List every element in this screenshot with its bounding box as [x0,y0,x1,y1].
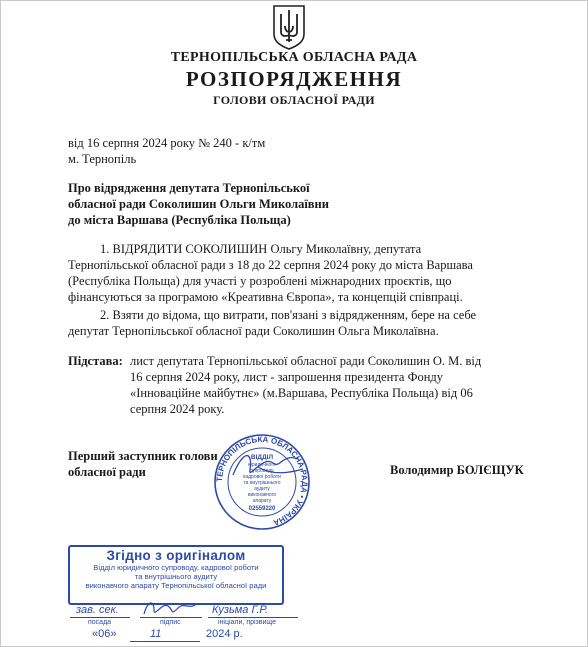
basis-line: 16 серпня 2024 року, лист - запрошення президента Фонду [130,370,444,384]
subject-line: Про відрядження депутата Тернопільської [68,181,310,195]
signatory-position: обласної ради [68,465,146,479]
position-label: посада [88,619,112,626]
paragraph-2-line: 2. Взяти до відома, що витрати, пов'язані з відрядженням, бере на себе [100,308,477,322]
position-line [70,617,130,618]
stamp-center-line: апарату [252,498,272,504]
certification-title: Згідно з оригіналом [106,548,246,563]
surname-handwritten: Кузьма Г.Р. [212,604,269,616]
date-number-line: від 16 серпня 2024 року № 240 - к/тм [68,136,266,150]
subject-line: до міста Варшава (Республіка Польща) [68,213,291,227]
certification-year: 2024 р. [206,628,243,640]
month-line [130,641,200,642]
certification-line: виконавчого апарату Тернопільської обласної ради [85,581,267,590]
paragraph-1-line: Тернопільської обласної ради з 18 до 22 серпня 2024 року до міста Варшава [68,258,473,272]
initials-label: ініціали, прізвище [218,619,276,626]
paragraph-1-line: фінансуються за програмою «Креативна Європа», та концепцій співпраці. [68,290,463,304]
document-subtitle: ГОЛОВИ ОБЛАСНОЇ РАДИ [213,93,375,107]
signature-label: підпис [160,619,181,626]
signatory-position: Перший заступник голови [68,449,218,463]
basis-line: серпня 2024 року. [130,402,225,416]
stamp-center-line: кадрової роботи [243,474,281,480]
stamp-ring-text: ТЕРНОПІЛЬСЬКА ОБЛАСНА РАДА • УКРАЇНА [214,434,310,528]
stamp-code: 02559220 [248,506,276,512]
signature-line [140,617,202,618]
certification-line: та внутрішнього аудиту [134,572,218,581]
paragraph-1-line: 1. ВІДРЯДИТИ СОКОЛИШИН Ольгу Миколаївну, депутата [100,242,422,256]
paragraph-1-line: (Республіка Польща) для участі у розроблені міжнародних проєктів, що [68,274,452,288]
basis-line: лист депутата Тернопільської обласної ради Соколишин О. М. від [130,354,482,368]
council-name: ТЕРНОПІЛЬСЬКА ОБЛАСНА РАДА [170,50,418,65]
subject-line: обласної ради Соколишин Ольги Миколаївни [68,197,329,211]
certification-month: 11 [150,628,162,640]
position-handwritten: зав. сек. [76,604,119,616]
coat-of-arms-icon [271,4,307,50]
stamp-center-line: аудиту [254,486,270,492]
paragraph-2-line: депутат Тернопільської обласної ради Соколишин Ольга Миколаївна. [68,324,439,338]
certification-line: Відділ юридичного супроводу, кадрової роботи [93,563,259,572]
stamp-center-line: та внутрішнього [243,480,281,486]
basis-line: «Інноваційне майбутнє» (м.Варшава, Республіка Польща) від 06 [130,386,473,400]
basis-label: Підстава: [68,354,123,368]
handwritten-signature [228,445,308,485]
stamp-center-line: юридичного [248,462,276,468]
stamp-center-line: виконавчого [247,492,277,498]
certification-day: «06» [92,628,117,640]
initials-line [208,617,298,618]
place: м. Тернопіль [68,152,137,166]
stamp-center-line: ВІДДІЛ [250,454,274,461]
signatory-name: Володимир БОЛЄЩУК [390,463,524,477]
stamp-center-line: супроводу, [249,468,275,474]
document-title: РОЗПОРЯДЖЕННЯ [185,67,403,91]
